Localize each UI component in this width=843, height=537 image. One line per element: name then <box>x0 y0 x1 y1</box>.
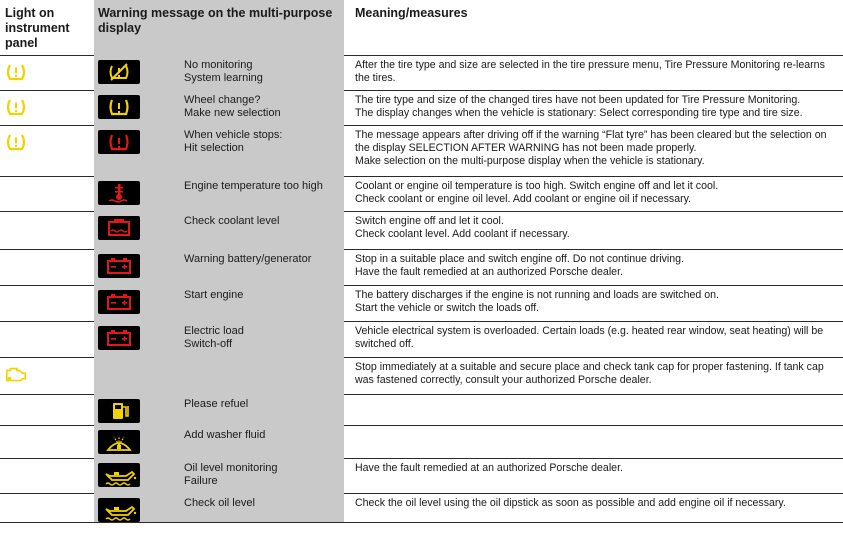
header-warning-message <box>98 6 338 36</box>
battery-icon <box>98 254 140 278</box>
tire-pressure-icon <box>98 95 140 119</box>
row-divider <box>0 285 843 286</box>
row-divider <box>0 458 843 459</box>
warning-line: Electric load <box>184 325 244 337</box>
warning-message <box>184 398 342 411</box>
warning-message <box>184 325 342 351</box>
washer-fluid-icon <box>98 430 140 454</box>
row-divider <box>0 394 843 395</box>
meaning-line: Start the vehicle or switch the loads off. <box>355 302 540 314</box>
meaning-line: The display changes when the vehicle is stationary: Select corresponding tire type and tire size. <box>355 107 803 119</box>
meaning-text <box>355 497 837 510</box>
meaning-text <box>355 361 837 387</box>
warning-message <box>184 253 342 266</box>
row-divider-gap <box>94 125 344 126</box>
tire-pressure-warning-icon <box>4 132 28 152</box>
header-warning-line-1: Warning message on the multi-purpose <box>98 6 333 20</box>
table-bottom-rule <box>0 522 843 523</box>
battery-icon <box>98 326 140 350</box>
warning-message <box>184 59 342 85</box>
warning-message <box>184 429 342 442</box>
meaning-line: Have the fault remedied at an authorized Porsche dealer. <box>355 462 623 474</box>
table-row <box>0 249 843 285</box>
meaning-text <box>355 325 837 351</box>
warning-line: Check coolant level <box>184 215 280 227</box>
row-divider <box>0 125 843 126</box>
header-light-line-3: panel <box>5 36 38 50</box>
warning-line: Hit selection <box>184 142 244 154</box>
meaning-line: Stop in a suitable place and switch engine off. Do not continue driving. <box>355 253 685 265</box>
header-light-line-1: Light on <box>5 6 55 20</box>
header-light-line-2: instrument <box>5 21 70 35</box>
warning-line: Switch-off <box>184 338 233 350</box>
coolant-level-icon <box>98 216 140 240</box>
meaning-line: Check the oil level using the oil dipstick as soon as possible and add engine oil if necessary. <box>355 497 786 509</box>
meaning-line: The message appears after driving off if the warning “Flat tyre” has been cleared but the selection on <box>355 129 827 141</box>
meaning-text <box>355 180 837 206</box>
warning-line: Check oil level <box>184 497 255 509</box>
warning-line: Oil level monitoring <box>184 462 278 474</box>
meaning-text <box>355 59 837 85</box>
row-divider <box>0 321 843 322</box>
row-divider <box>0 55 843 56</box>
row-divider <box>0 249 843 250</box>
meaning-line: Vehicle electrical system is overloaded. Certain loads (e.g. heated rear window, seat heating) will be <box>355 325 824 337</box>
header-light-on-panel <box>5 6 90 51</box>
meaning-line: was fastened correctly, consult your authorized Porsche dealer. <box>355 374 652 386</box>
table-row <box>0 125 843 176</box>
meaning-line: Coolant or engine oil temperature is too high. Switch engine off and let it cool. <box>355 180 719 192</box>
warning-line: When vehicle stops: <box>184 129 283 141</box>
row-divider-gap <box>94 55 344 56</box>
oil-can-icon <box>98 498 140 522</box>
meaning-line: the tires. <box>355 72 396 84</box>
tire-pressure-crossed-icon <box>98 60 140 84</box>
check-engine-icon <box>4 364 28 384</box>
table-row <box>0 90 843 125</box>
tire-pressure-red-icon <box>98 130 140 154</box>
header-meaning: Meaning/measures <box>355 6 468 20</box>
warning-message <box>184 94 342 120</box>
table-row <box>0 458 843 493</box>
meaning-line: After the tire type and size are selected in the tire pressure menu, Tire Pressure Monitoring re-learns <box>355 59 825 71</box>
warning-line: Warning battery/generator <box>184 253 312 265</box>
warning-line: Wheel change? <box>184 94 261 106</box>
fuel-pump-icon <box>98 399 140 423</box>
row-divider-gap <box>94 321 344 322</box>
meaning-line: Have the fault remedied at an authorized Porsche dealer. <box>355 266 623 278</box>
header-warning-line-2: display <box>98 21 142 35</box>
tire-pressure-warning-icon <box>4 97 28 117</box>
meaning-text <box>355 289 837 315</box>
warning-line: Add washer fluid <box>184 429 266 441</box>
warning-line: Start engine <box>184 289 244 301</box>
meaning-text <box>355 253 837 279</box>
table-row <box>0 285 843 321</box>
warning-message <box>184 215 342 228</box>
table-row <box>0 176 843 211</box>
meaning-line: Check coolant or engine oil level. Add coolant or engine oil if necessary. <box>355 193 692 205</box>
warning-line: Failure <box>184 475 218 487</box>
tire-pressure-warning-icon <box>4 62 28 82</box>
row-divider <box>0 357 843 358</box>
warning-message <box>184 497 342 510</box>
row-divider-gap <box>94 425 344 426</box>
meaning-text <box>355 129 837 168</box>
row-divider <box>0 425 843 426</box>
row-divider-gap <box>94 493 344 494</box>
row-divider-gap <box>94 394 344 395</box>
warning-message <box>184 129 342 155</box>
meaning-line: Stop immediately at a suitable and secure place and check tank cap for proper fastening. If tank cap <box>355 361 824 373</box>
warning-message <box>184 462 342 488</box>
row-divider-gap <box>94 458 344 459</box>
table-row <box>0 55 843 90</box>
meaning-text <box>355 462 837 475</box>
warning-line: Engine temperature too high <box>184 180 323 192</box>
meaning-line: The tire type and size of the changed tires have not been updated for Tire Pressure Monitoring. <box>355 94 801 106</box>
table-row <box>0 357 843 394</box>
row-divider-gap <box>94 211 344 212</box>
meaning-line: Switch engine off and let it cool. <box>355 215 504 227</box>
table-row <box>0 394 843 425</box>
meaning-text <box>355 94 837 120</box>
meaning-line: the display SELECTION AFTER WARNING has not been made properly. <box>355 142 697 154</box>
row-divider <box>0 90 843 91</box>
table-row <box>0 493 843 522</box>
engine-temperature-icon <box>98 181 140 205</box>
oil-can-icon <box>98 463 140 487</box>
meaning-line: Make selection on the multi-purpose display when the vehicle is stationary. <box>355 155 705 167</box>
table-row <box>0 211 843 249</box>
row-divider <box>0 493 843 494</box>
table-row <box>0 425 843 458</box>
row-divider-gap <box>94 176 344 177</box>
warning-message <box>184 180 342 193</box>
warning-message <box>184 289 342 302</box>
battery-icon <box>98 290 140 314</box>
row-divider-gap <box>94 249 344 250</box>
meaning-line: switched off. <box>355 338 414 350</box>
row-divider-gap <box>94 90 344 91</box>
table-row <box>0 321 843 357</box>
meaning-line: The battery discharges if the engine is not running and loads are switched on. <box>355 289 719 301</box>
row-divider-gap <box>94 285 344 286</box>
row-divider <box>0 176 843 177</box>
meaning-line: Check coolant level. Add coolant if necessary. <box>355 228 570 240</box>
warning-line: Make new selection <box>184 107 281 119</box>
meaning-text <box>355 215 837 241</box>
row-divider <box>0 211 843 212</box>
row-divider-gap <box>94 357 344 358</box>
warning-line: System learning <box>184 72 263 84</box>
warning-line: No monitoring <box>184 59 253 71</box>
warning-line: Please refuel <box>184 398 249 410</box>
